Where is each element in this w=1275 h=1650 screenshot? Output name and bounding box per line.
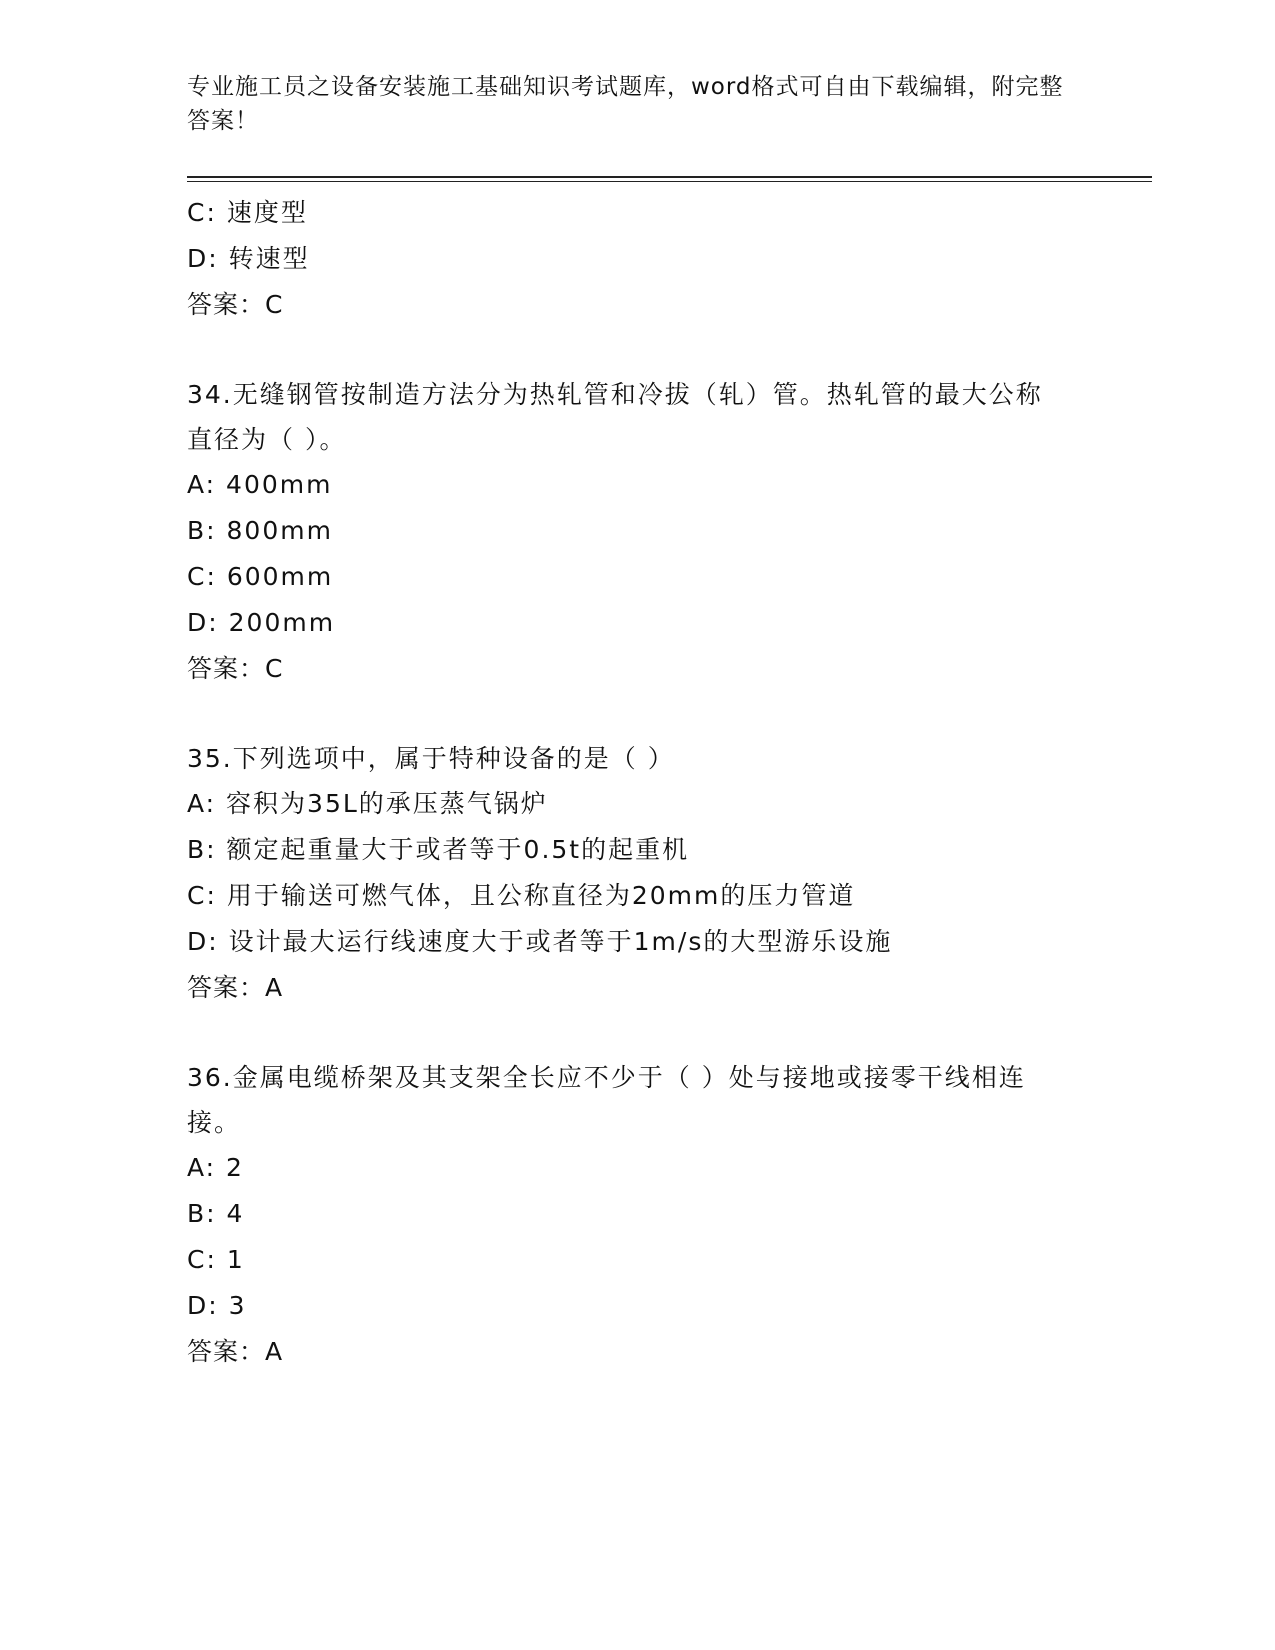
question-stem: 34.无缝钢管按制造方法分为热轧管和冷拔（轧）管。热轧管的最大公称直径为（ ）。 (187, 380, 1043, 454)
header-divider-thick (187, 176, 1152, 178)
question-35 (187, 736, 1067, 1011)
option-c (187, 873, 1067, 919)
option-text: 速度型 (226, 198, 308, 227)
option-text: 1 (226, 1245, 245, 1274)
option-text: 额定起重量大于或者等于0.5t的起重机 (226, 835, 690, 864)
question-36 (187, 1055, 1067, 1375)
option-label: A: (187, 470, 217, 499)
option-label: B: (187, 835, 217, 864)
option-b (187, 1191, 1067, 1237)
option-c (187, 554, 1067, 600)
option-text: 2 (226, 1153, 244, 1182)
option-d (187, 919, 1067, 965)
option-a (187, 1145, 1067, 1191)
option-label: C: (187, 562, 217, 591)
option-label: B: (187, 1199, 217, 1228)
option-text: 3 (228, 1291, 247, 1320)
option-label: D: (187, 244, 219, 273)
previous-question-tail (187, 190, 1067, 328)
option-d (187, 236, 1067, 282)
option-a (187, 462, 1067, 508)
option-text: 容积为35L的承压蒸气锅炉 (226, 789, 548, 818)
question-stem: 36.金属电缆桥架及其支架全长应不少于（ ）处与接地或接零干线相连接。 (187, 1063, 1026, 1137)
question-34 (187, 372, 1067, 692)
option-text: 4 (226, 1199, 245, 1228)
option-text: 设计最大运行线速度大于或者等于1m/s的大型游乐设施 (228, 927, 893, 956)
option-text: 用于输送可燃气体，且公称直径为20mm的压力管道 (226, 881, 856, 910)
option-text: 800mm (226, 516, 333, 545)
option-label: C: (187, 881, 217, 910)
answer-line: 答案：C (187, 290, 284, 319)
option-label: D: (187, 1291, 219, 1320)
header-divider-thin (187, 181, 1152, 182)
option-a (187, 781, 1067, 827)
question-list (187, 190, 1067, 1375)
option-text: 400mm (226, 470, 333, 499)
option-text: 转速型 (228, 244, 310, 273)
option-label: C: (187, 198, 217, 227)
option-text: 200mm (228, 608, 336, 637)
answer-line: 答案：A (187, 973, 284, 1002)
option-c (187, 1237, 1067, 1283)
option-text: 600mm (226, 562, 334, 591)
option-label: D: (187, 927, 219, 956)
option-label: D: (187, 608, 219, 637)
header-text: 专业施工员之设备安装施工基础知识考试题库，word格式可自由下载编辑，附完整答案！ (187, 74, 1064, 134)
option-label: C: (187, 1245, 217, 1274)
option-b (187, 508, 1067, 554)
document-header (187, 70, 1067, 138)
option-label: B: (187, 516, 217, 545)
option-b (187, 827, 1067, 873)
answer-line: 答案：C (187, 654, 284, 683)
question-stem: 35.下列选项中，属于特种设备的是（ ） (187, 744, 675, 773)
option-d (187, 1283, 1067, 1329)
option-label: A: (187, 1153, 217, 1182)
answer-line: 答案：A (187, 1337, 284, 1366)
option-c (187, 190, 1067, 236)
option-label: A: (187, 789, 217, 818)
option-d (187, 600, 1067, 646)
